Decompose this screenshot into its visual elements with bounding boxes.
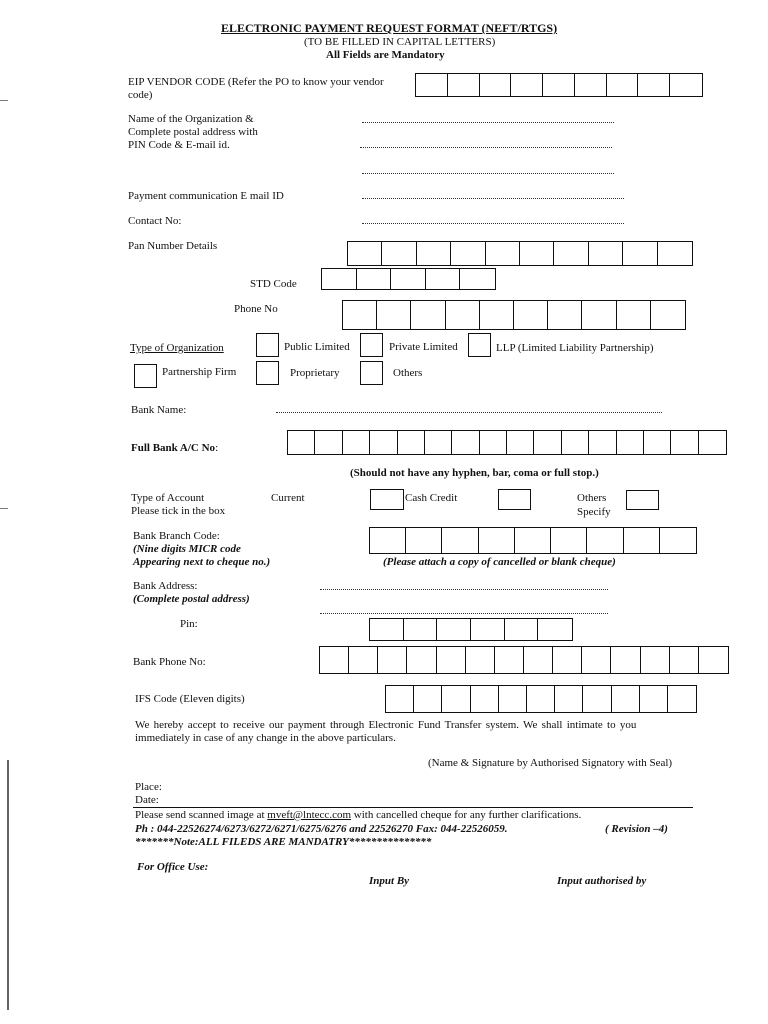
- branch-code-boxes[interactable]: [369, 527, 697, 554]
- branch-code-hint: (Nine digits MICR code: [133, 543, 241, 555]
- payment-email-label: Payment communication E mail ID: [128, 190, 284, 202]
- others-account-specify: Specify: [577, 506, 611, 518]
- vendor-code-label: EIP VENDOR CODE (Refer the PO to know your vendor: [128, 76, 384, 88]
- account-no-boxes[interactable]: [287, 430, 727, 455]
- pin-boxes[interactable]: [369, 618, 573, 641]
- bank-address-line-2[interactable]: [320, 613, 608, 614]
- others-org-checkbox[interactable]: [360, 361, 383, 385]
- organization-line-1[interactable]: [362, 122, 614, 123]
- others-org-label: Others: [393, 367, 423, 379]
- place-label: Place:: [135, 781, 162, 793]
- organization-line-3[interactable]: [362, 173, 614, 174]
- bank-name-label: Bank Name:: [131, 404, 187, 416]
- others-account-label: Others: [577, 492, 607, 504]
- others-account-checkbox[interactable]: [626, 490, 659, 510]
- organization-line-2[interactable]: [360, 147, 612, 148]
- branch-code-hint-cont: Appearing next to cheque no.): [133, 556, 271, 568]
- private-limited-label: Private Limited: [389, 341, 458, 353]
- phone-no-boxes[interactable]: [342, 300, 686, 330]
- organization-label-cont2: PIN Code & E-mail id.: [128, 139, 230, 151]
- llp-checkbox[interactable]: [468, 333, 491, 357]
- contact-line[interactable]: [362, 223, 624, 224]
- branch-code-label: Bank Branch Code:: [133, 530, 220, 542]
- mandatory-footer-note: *******Note:ALL FILEDS ARE MANDATRY***************: [135, 836, 432, 848]
- office-use-label: For Office Use:: [137, 861, 209, 873]
- support-email-link[interactable]: mveft@lntecc.com: [267, 809, 352, 821]
- date-label: Date:: [135, 794, 159, 806]
- current-label: Current: [271, 492, 305, 504]
- contact-label: Contact No:: [128, 215, 182, 227]
- bank-address-label: Bank Address:: [133, 580, 198, 592]
- account-type-hint: Please tick in the box: [131, 505, 226, 517]
- send-instructions: [135, 809, 581, 821]
- contact-phone-fax: Ph : 044-22526274/6273/6272/6271/6275/6276 and 22526270 Fax: 044-22526059.: [135, 823, 508, 835]
- account-no-note: (Should not have any hyphen, bar, coma or full stop.): [350, 467, 599, 479]
- current-checkbox[interactable]: [370, 489, 404, 510]
- public-limited-label: Public Limited: [284, 341, 350, 353]
- declaration-text-cont: immediately in case of any change in the above particulars.: [135, 732, 396, 744]
- payment-email-line[interactable]: [362, 198, 624, 199]
- scan-edge-left-tick: [0, 100, 8, 101]
- form-title: ELECTRONIC PAYMENT REQUEST FORMAT (NEFT/RTGS): [221, 21, 558, 35]
- bank-phone-label: Bank Phone No:: [133, 656, 206, 668]
- account-no-label-text: Full Bank A/C No: [131, 442, 216, 454]
- revision-label: ( Revision –4): [605, 823, 668, 835]
- input-by-label: Input By: [369, 875, 410, 887]
- organization-label: Name of the Organization &: [128, 113, 254, 125]
- scan-edge-left: [7, 760, 9, 1010]
- std-code-label: STD Code: [250, 278, 297, 290]
- vendor-code-label-cont: code): [128, 89, 153, 101]
- partnership-firm-checkbox[interactable]: [134, 364, 157, 388]
- account-no-label-colon: :: [215, 442, 219, 454]
- bank-name-line[interactable]: [276, 412, 662, 413]
- cash-credit-checkbox[interactable]: [498, 489, 531, 510]
- cash-credit-label: Cash Credit: [405, 492, 458, 504]
- proprietary-checkbox[interactable]: [256, 361, 279, 385]
- form-subtitle: (TO BE FILLED IN CAPITAL LETTERS): [304, 36, 496, 48]
- partnership-firm-label: Partnership Firm: [162, 366, 237, 378]
- public-limited-checkbox[interactable]: [256, 333, 279, 357]
- pan-boxes[interactable]: [347, 241, 693, 266]
- bank-phone-boxes[interactable]: [319, 646, 729, 674]
- account-type-label: Type of Account: [131, 492, 205, 504]
- private-limited-checkbox[interactable]: [360, 333, 383, 357]
- bank-address-hint: (Complete postal address): [133, 593, 250, 605]
- signature-label: (Name & Signature by Authorised Signatory with Seal): [428, 757, 673, 769]
- std-code-boxes[interactable]: [321, 268, 496, 290]
- send-suffix: with cancelled cheque for any further clarifications.: [353, 809, 582, 821]
- pan-label: Pan Number Details: [128, 240, 218, 252]
- ifs-code-label: IFS Code (Eleven digits): [135, 693, 245, 705]
- organization-label-cont: Complete postal address with: [128, 126, 258, 138]
- input-authorised-label: Input authorised by: [557, 875, 647, 887]
- mandatory-note: All Fields are Mandatory: [326, 49, 445, 61]
- phone-no-label: Phone No: [234, 303, 278, 315]
- scan-edge-left-tick: [0, 508, 8, 509]
- footer-divider: [133, 807, 693, 808]
- declaration-text: We hereby accept to receive our payment through Electronic Fund Transfer system. We shall intimate to you: [135, 719, 637, 731]
- cheque-attach-note: (Please attach a copy of cancelled or blank cheque): [383, 556, 616, 568]
- bank-address-line-1[interactable]: [320, 589, 608, 590]
- send-prefix: Please send scanned image at: [135, 809, 265, 821]
- vendor-code-boxes[interactable]: [415, 73, 703, 97]
- pin-label: Pin:: [180, 618, 198, 630]
- proprietary-label: Proprietary: [290, 367, 340, 379]
- llp-label: LLP (Limited Liability Partnership): [496, 342, 654, 354]
- org-type-label: Type of Organization: [130, 342, 224, 354]
- ifs-code-boxes[interactable]: [385, 685, 697, 713]
- account-no-label: [131, 442, 218, 454]
